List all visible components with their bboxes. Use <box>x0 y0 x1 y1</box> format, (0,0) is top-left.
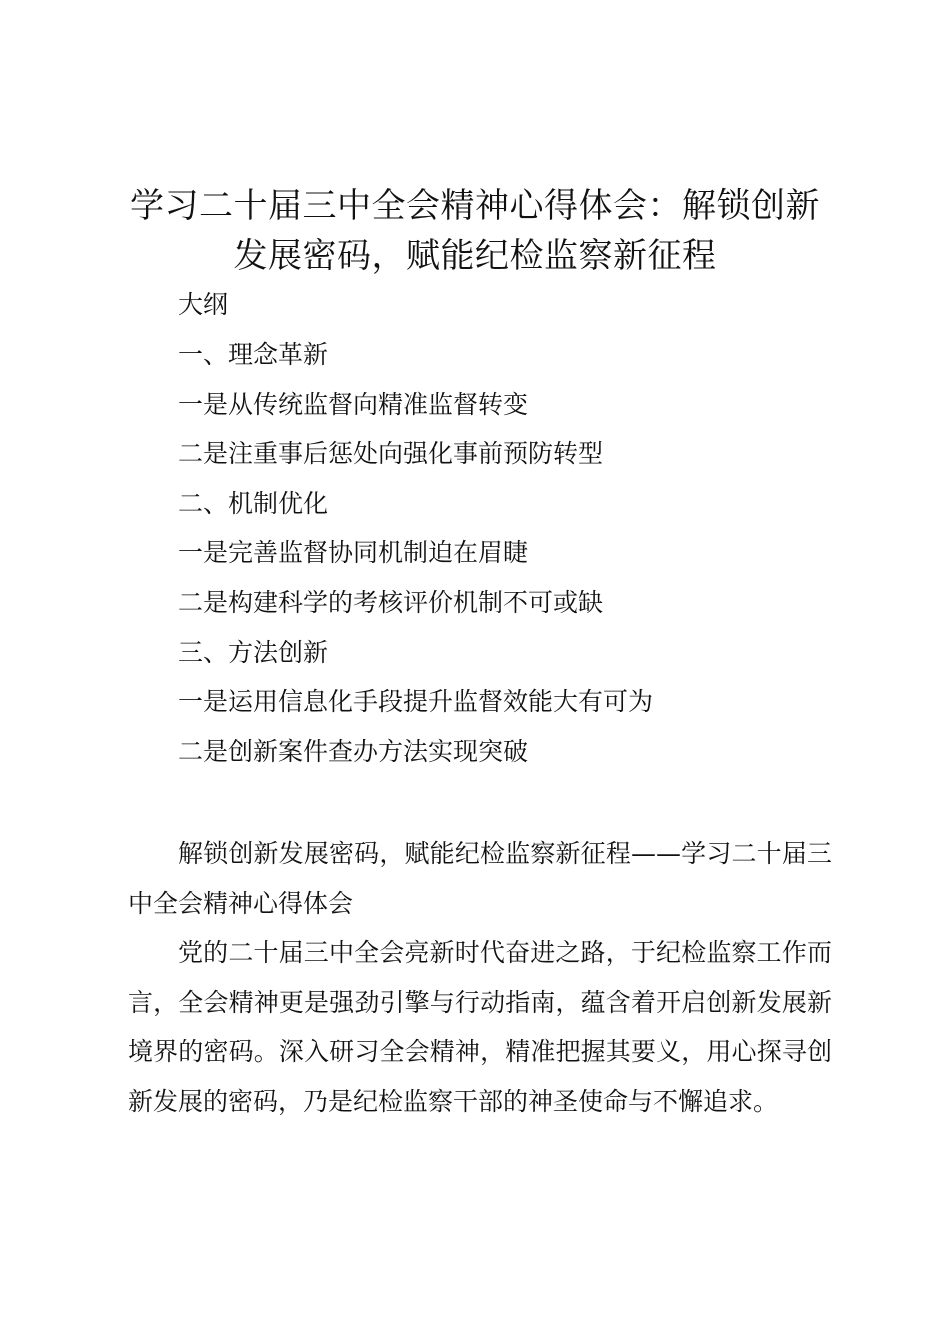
outline-item-3-1: 一是运用信息化手段提升监督效能大有可为 <box>178 687 654 716</box>
outline-section-3: 三、方法创新 <box>178 638 329 667</box>
body-paragraph-intro: 党的二十届三中全会亮新时代奋进之路，于纪检监察工作而言，全会精神更是强劲引擎与行动指南，蕴含着开启创新发展新境界的密码。深入研习全会精神，精准把握其要义，用心探寻创新发展的密码，乃是纪检监察干部的神圣使命与不懈追求。 <box>128 938 832 1116</box>
outline-item-1-1: 一是从传统监督向精准监督转变 <box>178 390 529 419</box>
outline-item-1-2: 二是注重事后惩处向强化事前预防转型 <box>178 439 604 468</box>
document-title-line-1: 学习二十届三中全会精神心得体会：解锁创新 <box>130 186 820 226</box>
outline-section-1: 一、理念革新 <box>178 340 329 369</box>
body-paragraph-subtitle: 解锁创新发展密码，赋能纪检监察新征程——学习二十届三中全会精神心得体会 <box>128 839 832 918</box>
outline-item-2-1: 一是完善监督协同机制迫在眉睫 <box>178 538 529 567</box>
outline-item-3-2: 二是创新案件查办方法实现突破 <box>178 737 529 766</box>
document-title-line-2: 发展密码，赋能纪检监察新征程 <box>233 236 717 276</box>
outline-item-2-2: 二是构建科学的考核评价机制不可或缺 <box>178 588 604 617</box>
outline-heading: 大纲 <box>178 290 229 319</box>
outline-section-2: 二、机制优化 <box>178 489 329 518</box>
